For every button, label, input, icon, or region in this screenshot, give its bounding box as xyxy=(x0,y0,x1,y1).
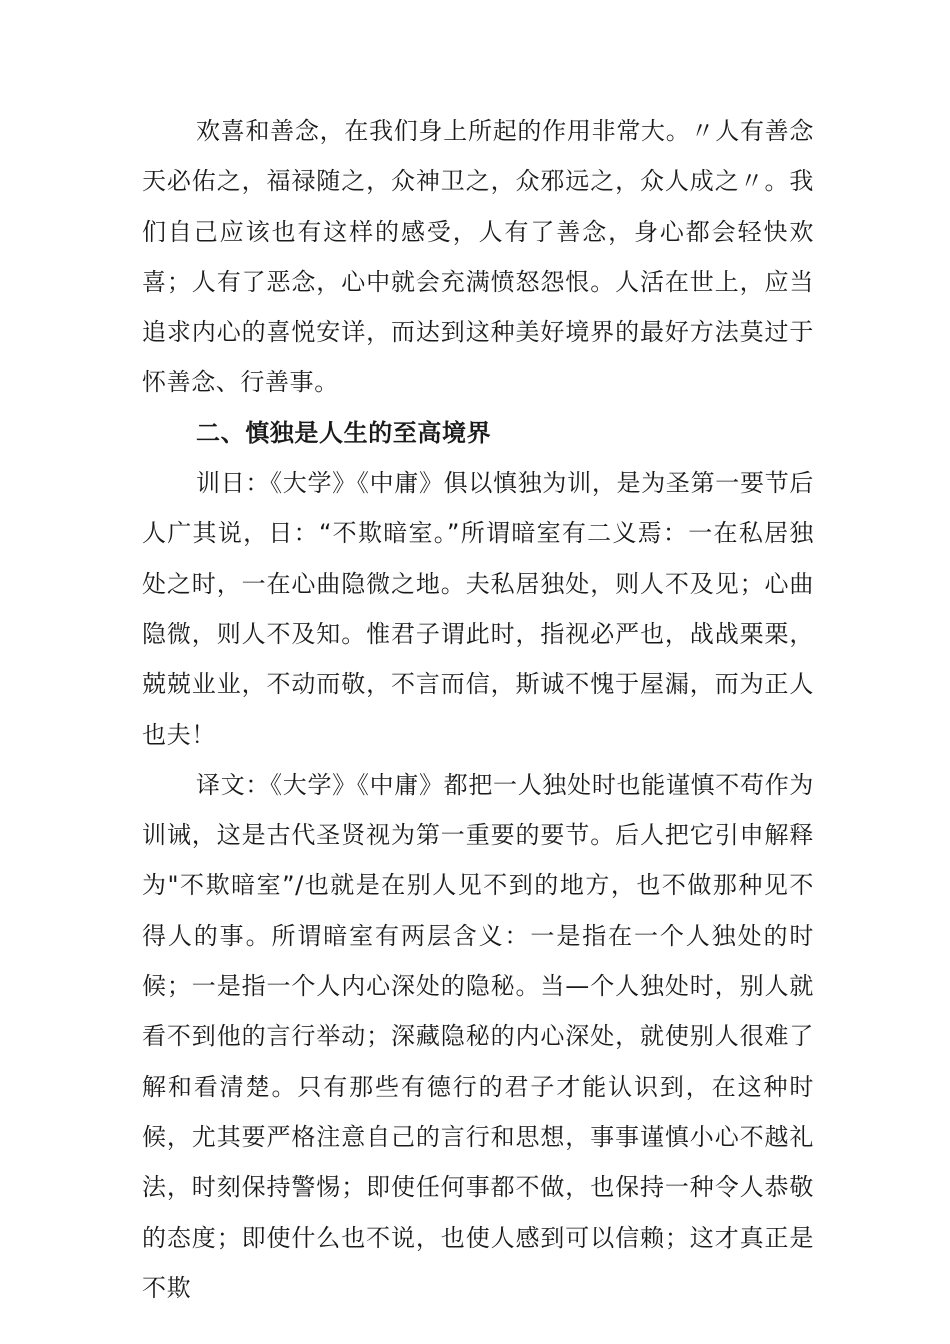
body-paragraph: 译文：《大学》《中庸》都把一人独处时也能谨慎不苟作为训诫，这是古代圣贤视为第一重要的要节。后人把它引申解释为"不欺暗室”/也就是在别人见不到的地方，也不做那种见不得人的事。所谓暗室有两层含义：一是指在一个人独处的时候；一是指一个人内心深处的隐秘。当—个人独处时，别人就看不到他的言行举动；深藏隐秘的内心深处，就使别人很难了解和看清楚。只有那些有德行的君子才能认识到，在这种时候，尤其要严格注意自己的言行和思想，事事谨慎小心不越礼法，时刻保持警惕；即使任何事都不做，也保持一种令人恭敬的态度；即使什么也不说，也使人感到可以信赖；这才真正是不欺 xyxy=(142,770,814,1302)
body-paragraph: 训日：《大学》《中庸》俱以慎独为训，是为圣第一要节后人广其说，日：“不欺暗室。”所谓暗室有二义焉：一在私居独处之时，一在心曲隐微之地。夫私居独处，则人不及见；心曲隐微，则人不及知。惟君子谓此时，指视必严也，战战栗栗，兢兢业业，不动而敬，不言而信，斯诚不愧于屋漏，而为正人也夫！ xyxy=(142,469,814,749)
document-body xyxy=(142,106,814,1313)
body-paragraph: 欢喜和善念，在我们身上所起的作用非常大。〃人有善念天必佑之，福禄随之，众神卫之，众邪远之，众人成之〃。我们自己应该也有这样的感受，人有了善念，身心都会轻快欢喜；人有了恶念，心中就会充满愤怒怨恨。人活在世上，应当追求内心的喜悦安详，而达到这种美好境界的最好方法莫过于怀善念、行善事。 xyxy=(142,117,814,397)
section-heading: 二、慎独是人生的至高境界 xyxy=(196,418,492,447)
